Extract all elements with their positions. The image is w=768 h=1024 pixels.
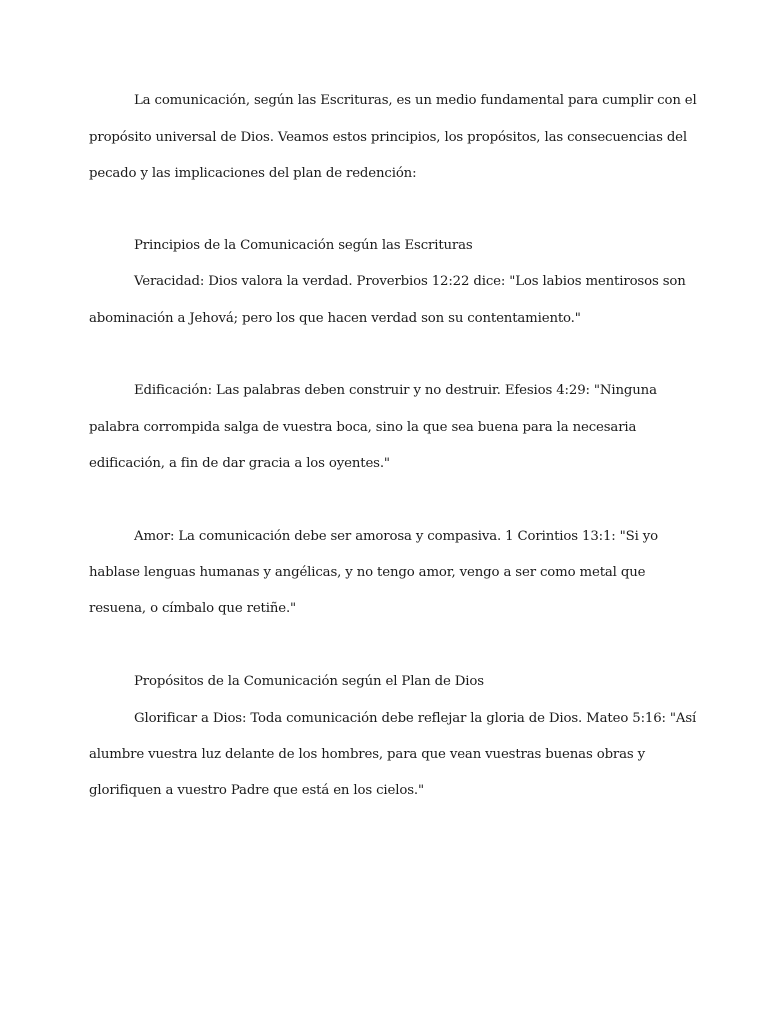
intro-line-1: La comunicación, según las Escrituras, es un medio fundamental para cumplir con el (134, 93, 697, 108)
amor-line-3: resuena, o címbalo que retiñe." (89, 601, 297, 616)
document-page (89, 0, 697, 1024)
glorificar-line-1: Glorificar a Dios: Toda comunicación debe reflejar la gloria de Dios. Mateo 5:16: "Así (134, 711, 697, 726)
edificacion-line-1: Edificación: Las palabras deben construir y no destruir. Efesios 4:29: "Ninguna (134, 383, 657, 398)
section-heading-principles: Principios de la Comunicación según las Escrituras (134, 238, 473, 253)
veracidad-line-2: abominación a Jehová; pero los que hacen verdad son su contentamiento." (89, 311, 581, 326)
edificacion-line-3: edificación, a fin de dar gracia a los oyentes." (89, 456, 390, 471)
intro-line-2: propósito universal de Dios. Veamos estos principios, los propósitos, las consecuencias del (89, 130, 688, 145)
glorificar-line-2: alumbre vuestra luz delante de los hombres, para que vean vuestras buenas obras y (89, 747, 646, 762)
amor-line-1: Amor: La comunicación debe ser amorosa y compasiva. 1 Corintios 13:1: "Si yo (134, 529, 659, 544)
intro-line-3: pecado y las implicaciones del plan de redención: (89, 166, 417, 181)
veracidad-line-1: Veracidad: Dios valora la verdad. Proverbios 12:22 dice: "Los labios mentirosos son (134, 274, 686, 289)
edificacion-line-2: palabra corrompida salga de vuestra boca, sino la que sea buena para la necesaria (89, 420, 637, 435)
section-heading-purposes: Propósitos de la Comunicación según el Plan de Dios (134, 674, 484, 689)
amor-line-2: hablase lenguas humanas y angélicas, y no tengo amor, vengo a ser como metal que (89, 565, 646, 580)
glorificar-line-3: glorifiquen a vuestro Padre que está en los cielos." (89, 783, 424, 798)
